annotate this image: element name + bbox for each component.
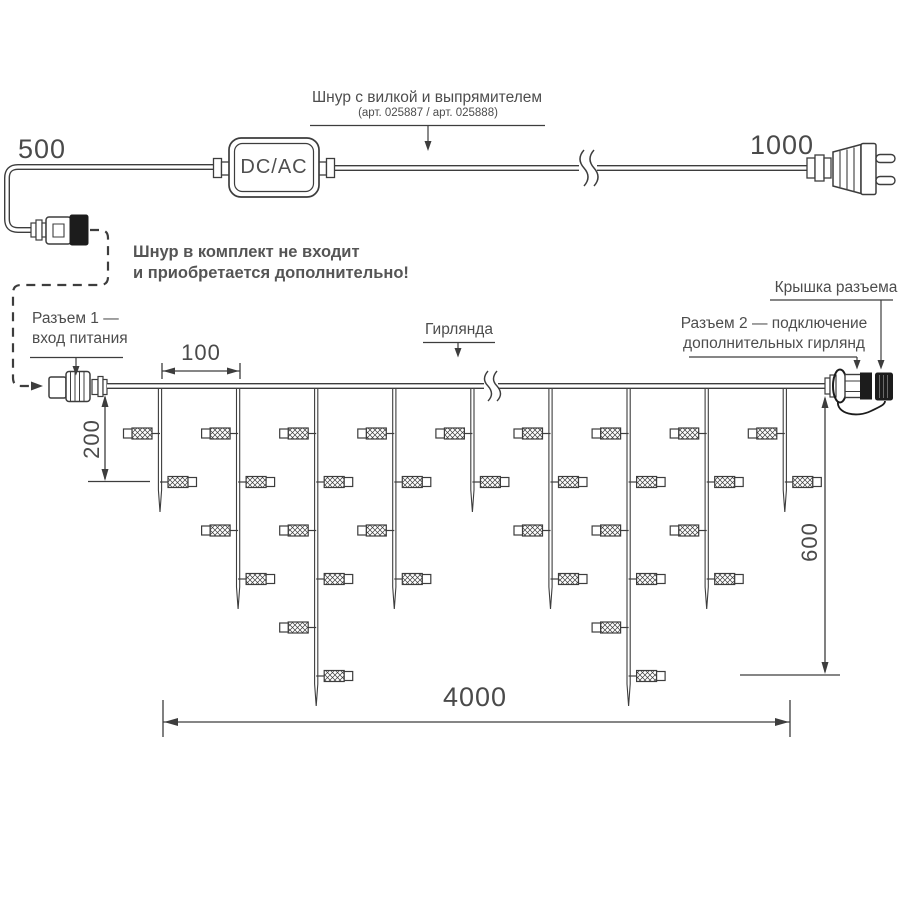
dim-100-label: 100 [181, 340, 221, 365]
lamp-icon [592, 428, 629, 439]
connector2-leader [689, 357, 861, 370]
lamp-icon [160, 477, 197, 488]
drop [358, 389, 431, 610]
drop [748, 389, 821, 513]
lamp-icon [551, 574, 588, 585]
lamp-icon [280, 428, 317, 439]
lamp-icon [358, 428, 395, 439]
arrow-down-icon [854, 360, 861, 370]
note-line-1: Шнур в комплект не входит [133, 243, 360, 261]
connector1-leader [30, 358, 123, 376]
cord-connector [31, 215, 88, 245]
dim-1000-label: 1000 [750, 130, 815, 160]
arrow-right-icon [31, 382, 43, 391]
lamp-icon [202, 428, 239, 439]
cap-label: Крышка разъема [774, 279, 898, 296]
dim-4000-label: 4000 [442, 682, 508, 712]
lamp-icon [785, 477, 822, 488]
drop [436, 389, 509, 513]
lamp-icon [748, 428, 785, 439]
power-cord-wire [7, 167, 808, 230]
garland-label: Гирлянда [425, 321, 493, 338]
connector-cap [875, 373, 893, 401]
cord-break-icon [580, 150, 598, 186]
drop [514, 389, 587, 610]
connector2-label-line2: дополнительных гирлянд [683, 335, 865, 352]
lamp-icon [202, 525, 239, 536]
lamp-icon [629, 671, 666, 682]
cord-articles: (арт. 025887 / арт. 025888) [358, 107, 498, 119]
lamp-icon [280, 525, 317, 536]
lamp-icon [316, 574, 353, 585]
drop [124, 389, 197, 513]
lamp-icon [436, 428, 473, 439]
connector1-label-line1: Разъем 1 — [32, 310, 119, 327]
connector1-label-line2: вход питания [32, 330, 128, 347]
lamp-icon [629, 574, 666, 585]
lamp-icon [670, 428, 707, 439]
cap-tether-cord [838, 401, 885, 414]
lamp-icon [592, 525, 629, 536]
lamp-icon [238, 477, 275, 488]
lamp-icon [316, 477, 353, 488]
dim-600-label: 600 [797, 522, 822, 562]
icicle-drops [124, 389, 822, 707]
lamp-icon [394, 477, 431, 488]
lamp-icon [124, 428, 161, 439]
lamp-icon [670, 525, 707, 536]
lamp-icon [551, 477, 588, 488]
lamp-icon [707, 477, 744, 488]
garland-connector-1 [49, 372, 107, 402]
power-plug [807, 144, 895, 195]
arrow-down-icon [878, 360, 885, 370]
lamp-icon [514, 428, 551, 439]
cord-title-leader [310, 126, 545, 152]
drop [280, 389, 353, 707]
drop [592, 389, 665, 707]
connector2-label-line1: Разъем 2 — подключение [680, 315, 868, 332]
arrow-down-icon [455, 348, 462, 358]
lamp-icon [394, 574, 431, 585]
garland-label-leader [423, 343, 495, 358]
drop [670, 389, 743, 610]
arrow-down-icon [425, 141, 432, 151]
note-line-2: и приобретается дополнительно! [133, 264, 409, 282]
dcac-label: DC/AC [240, 156, 308, 178]
lamp-icon [514, 525, 551, 536]
lamp-icon [629, 477, 666, 488]
dim-500-label: 500 [18, 134, 67, 164]
lamp-icon [707, 574, 744, 585]
drop [202, 389, 275, 610]
lamp-icon [280, 622, 317, 633]
lamp-icon [316, 671, 353, 682]
lamp-icon [592, 622, 629, 633]
dim-200-label: 200 [79, 419, 104, 459]
cord-title: Шнур с вилкой и выпрямителем [311, 89, 543, 106]
lamp-icon [472, 477, 509, 488]
lamp-icon [238, 574, 275, 585]
lamp-icon [358, 525, 395, 536]
